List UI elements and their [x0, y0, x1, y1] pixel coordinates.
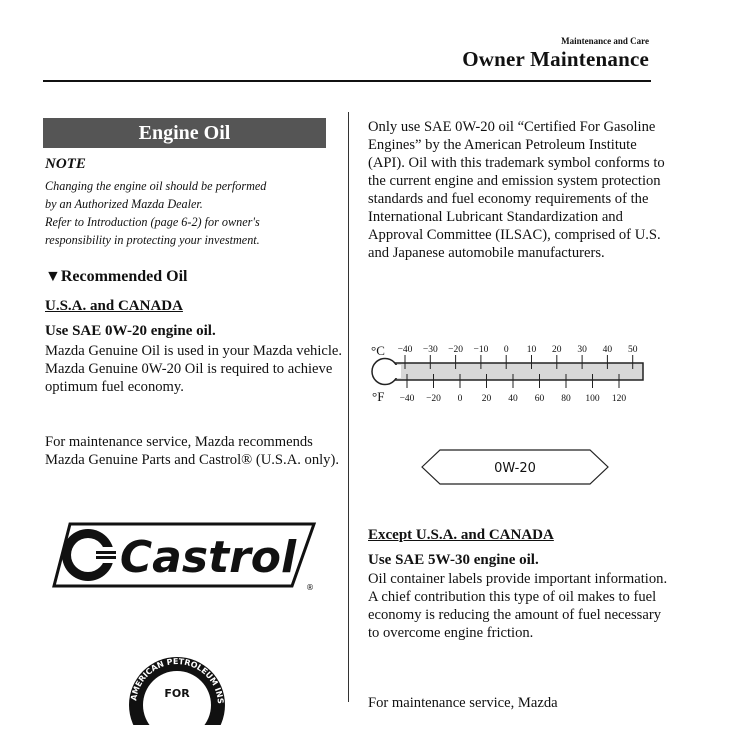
castrol-wordmark: Castrol [119, 532, 297, 583]
celsius-tick-label: −10 [473, 345, 489, 355]
celsius-tick-label: −30 [422, 345, 438, 355]
celsius-unit: °C [371, 343, 385, 358]
header-rule [43, 80, 651, 82]
fahrenheit-tick-label: 60 [534, 394, 545, 404]
certification-paragraph: Only use SAE 0W-20 oil “Certified For Gasoline Engines” by the American Petroleum Institute (API). Oil with this trademark symbol conforms to the current engine and emission system protection standards and fuel economy requirements of the International Lubricant Standardization and Approval Committee (ILSAC), comprised of U.S. and Japanese automobile manufacturers. [368, 119, 665, 261]
api-seal-ring-text: AMERICAN PETROLEUM INS [129, 656, 226, 705]
celsius-tick-label: 0 [503, 345, 509, 355]
mazda-oil-paragraph: Mazda Genuine Oil is used in your Mazda vehicle. Mazda Genuine 0W-20 Oil is required to achieve optimum fuel economy. [45, 343, 343, 395]
use-oil-instruction: Use SAE 0W-20 engine oil. [45, 323, 216, 339]
except-usa-canada-heading: Except U.S.A. and CANADA [368, 527, 554, 543]
celsius-tick-label: 10 [526, 345, 537, 355]
temperature-chart [368, 338, 650, 410]
fahrenheit-tick-label: 20 [481, 394, 492, 404]
api-seal-center-text: FOR [164, 687, 190, 700]
fahrenheit-tick-label: −40 [399, 394, 415, 404]
cut-off-text: For maintenance service, Mazda [368, 695, 558, 711]
celsius-tick-label: −40 [397, 345, 413, 355]
celsius-tick-label: 20 [552, 345, 562, 355]
note-line: responsibility in protecting your investment. [45, 233, 260, 247]
celsius-tick-label: 40 [602, 345, 613, 355]
viscosity-grade-text: 0W-20 [494, 461, 536, 476]
page-title: Owner Maintenance [462, 47, 649, 71]
note-line: by an Authorized Mazda Dealer. [45, 197, 203, 211]
oil-labels-paragraph: Oil container labels provide important information. A chief contribution this type of oil makes to fuel economy is reducing the amount of fuel necessary to overcome engine friction. [368, 571, 668, 641]
fahrenheit-tick-label: 100 [585, 394, 600, 404]
column-divider [348, 112, 349, 702]
svg-text:®: ® [306, 583, 314, 592]
fahrenheit-tick-label: 120 [611, 394, 627, 404]
header-section-label: Maintenance and Care [561, 36, 649, 46]
castrol-logo [48, 518, 318, 594]
section-title: Engine Oil [43, 118, 326, 148]
maintenance-paragraph: For maintenance service, Mazda recommends Mazda Genuine Parts and Castrol® (U.S.A. only). [45, 434, 339, 468]
fahrenheit-tick-label: 40 [508, 394, 518, 404]
viscosity-grade-label [420, 448, 610, 486]
recommended-oil-heading: ▼Recommended Oil [45, 268, 188, 285]
thermometer-bulb-neck [385, 365, 401, 378]
usa-canada-heading: U.S.A. and CANADA [45, 298, 183, 314]
note-line: Changing the engine oil should be performed [45, 179, 267, 193]
fahrenheit-tick-label: −20 [426, 394, 441, 404]
note-line: Refer to Introduction (page 6-2) for owner's [45, 215, 260, 229]
celsius-tick-label: 50 [627, 345, 638, 355]
fahrenheit-unit: °F [372, 389, 385, 404]
fahrenheit-tick-label: 0 [457, 394, 463, 404]
fahrenheit-tick-label: 80 [561, 394, 571, 404]
note-heading: NOTE [45, 156, 86, 172]
thermometer-tube [381, 363, 643, 380]
api-certification-seal [118, 655, 236, 705]
note-text [45, 177, 335, 249]
use-oil-instruction-2: Use SAE 5W-30 engine oil. [368, 552, 539, 568]
celsius-tick-label: 30 [577, 345, 587, 355]
celsius-tick-label: −20 [448, 345, 464, 355]
